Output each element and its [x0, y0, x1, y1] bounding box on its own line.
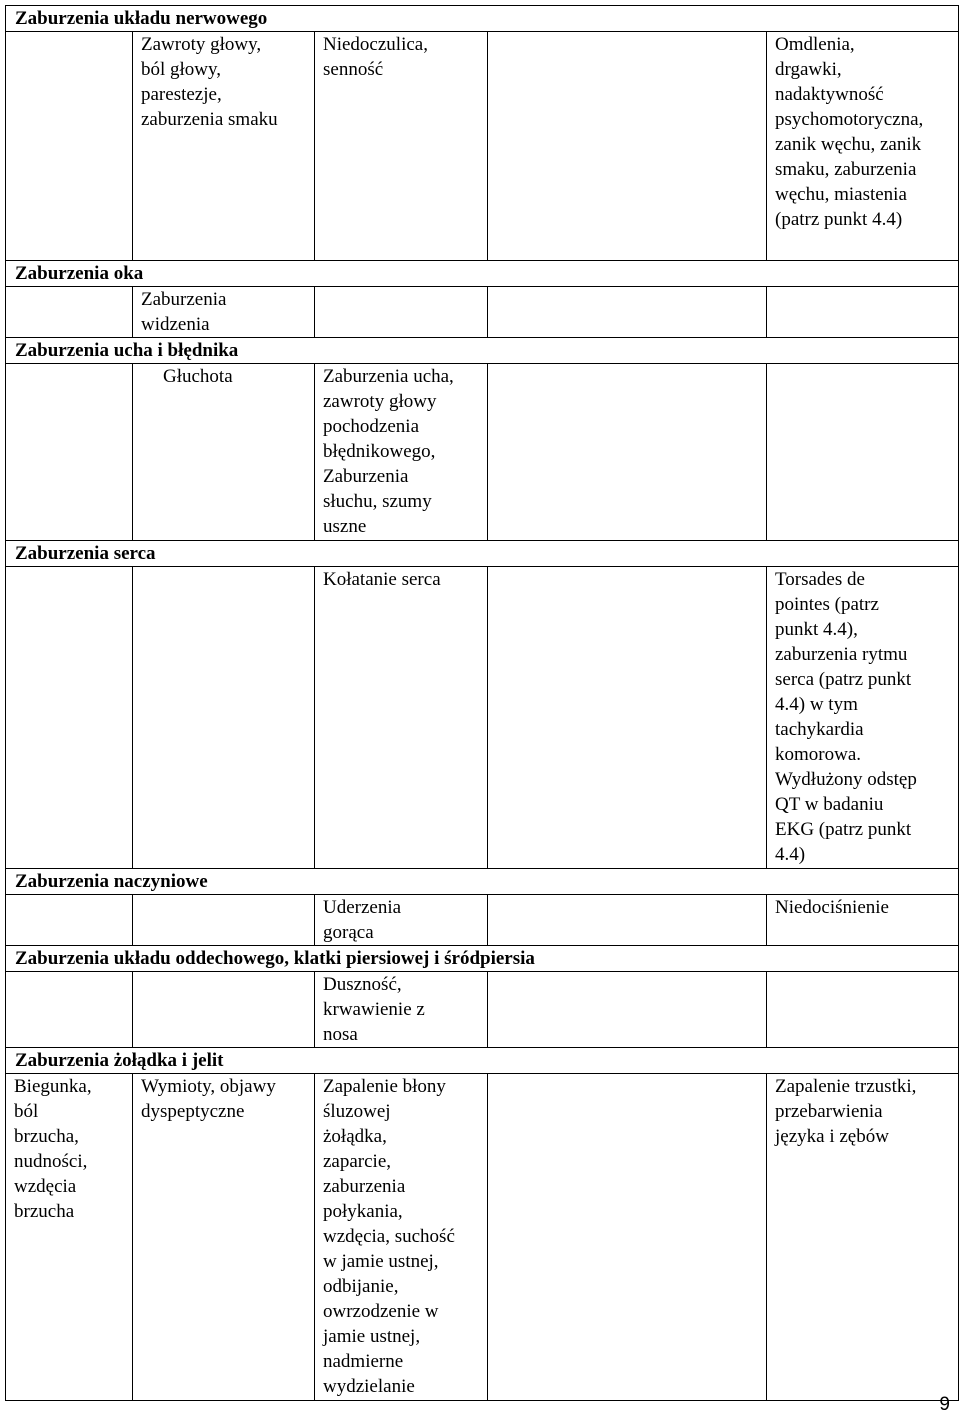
table-cell: [488, 32, 767, 261]
section-header-row: [6, 261, 959, 287]
table-cell: [6, 972, 133, 1048]
cell-text: Torsades de pointes (patrz punkt 4.4), zaburzenia rytmu serca (patrz punkt 4.4) w tym tachykardia komorowa. Wydłużony odstęp QT w badaniu EKG (patrz punkt 4.4): [775, 569, 917, 865]
section-header-row: [6, 1048, 959, 1074]
section-header-row: [6, 946, 959, 972]
table-cell: [488, 1074, 767, 1401]
cell-text: Duszność, krwawienie z nosa: [323, 974, 425, 1045]
section-header-label: Zaburzenia żołądka i jelit: [15, 1050, 224, 1071]
table-cell: [133, 895, 315, 946]
table-cell: [133, 287, 315, 338]
table-cell: [767, 1074, 959, 1401]
table-cell: [488, 895, 767, 946]
table-cell: [6, 895, 133, 946]
table-cell: [315, 895, 488, 946]
table-cell: [315, 972, 488, 1048]
table-cell: [767, 287, 959, 338]
section-header-label: Zaburzenia serca: [15, 543, 156, 564]
cell-text: Głuchota: [163, 366, 233, 387]
table-cell: [767, 32, 959, 261]
cell-text: Uderzenia gorąca: [323, 897, 402, 943]
cell-text: Zapalenie trzustki, przebarwienia języka i zębów: [775, 1076, 917, 1147]
table-row: [6, 972, 959, 1048]
table-cell: [133, 972, 315, 1048]
table-row: [6, 32, 959, 261]
section-header-row: [6, 541, 959, 567]
section-header-label: Zaburzenia układu oddechowego, klatki piersiowej i śródpiersia: [15, 948, 535, 969]
table-cell: [767, 364, 959, 541]
table-cell: [767, 972, 959, 1048]
table-cell: [488, 287, 767, 338]
section-header-respiratory: [6, 946, 959, 972]
table-row: [6, 287, 959, 338]
section-header-gastrointestinal: [6, 1048, 959, 1074]
table-cell: [767, 895, 959, 946]
table-cell: [6, 1074, 133, 1401]
section-header-ear: [6, 338, 959, 364]
table-row: [6, 567, 959, 869]
section-header-label: Zaburzenia oka: [15, 263, 144, 284]
table-row: [6, 364, 959, 541]
table-cell: [6, 32, 133, 261]
table-cell: [315, 567, 488, 869]
table-cell: [133, 567, 315, 869]
section-header-label: Zaburzenia układu nerwowego: [15, 8, 268, 29]
table-cell: [315, 287, 488, 338]
section-header-eye: [6, 261, 959, 287]
cell-text: Zawroty głowy, ból głowy, parestezje, zaburzenia smaku: [141, 34, 278, 130]
cell-text: Omdlenia, drgawki, nadaktywność psychomotoryczna, zanik węchu, zanik smaku, zaburzenia węchu, miastenia (patrz punkt 4.4): [775, 34, 924, 230]
table-row: [6, 1074, 959, 1401]
section-header-row: [6, 338, 959, 364]
table-cell: [488, 364, 767, 541]
cell-text: Wymioty, objawy dyspeptyczne: [141, 1076, 276, 1122]
section-header-row: [6, 869, 959, 895]
table-cell: [315, 1074, 488, 1401]
page-number: 9: [939, 1394, 950, 1415]
cell-text: Niedoczulica, senność: [323, 34, 428, 80]
cell-text: Biegunka, ból brzucha, nudności, wzdęcia brzucha: [14, 1076, 92, 1222]
cell-text: Zapalenie błony śluzowej żołądka, zaparcie, zaburzenia połykania, wzdęcia, suchość w jamie ustnej, odbijanie, owrzodzenie w jamie ustnej, nadmierne wydzielanie: [323, 1076, 455, 1397]
table-cell: [6, 567, 133, 869]
table-cell: [6, 287, 133, 338]
section-header-label: Zaburzenia naczyniowe: [15, 871, 208, 892]
table-cell: [133, 32, 315, 261]
cell-text: Niedociśnienie: [775, 897, 889, 918]
table-cell: [6, 364, 133, 541]
table-cell: [133, 1074, 315, 1401]
section-header-nervous-system: [6, 6, 959, 32]
table-cell: [315, 364, 488, 541]
cell-text: Zaburzenia widzenia: [141, 289, 227, 335]
table-cell: [133, 364, 315, 541]
section-header-row: [6, 6, 959, 32]
table-cell: [767, 567, 959, 869]
table-cell: [488, 972, 767, 1048]
table-row: [6, 895, 959, 946]
cell-text: Zaburzenia ucha, zawroty głowy pochodzenia błędnikowego, Zaburzenia słuchu, szumy uszne: [323, 366, 454, 537]
table-cell: [488, 567, 767, 869]
table-cell: [315, 32, 488, 261]
section-header-heart: [6, 541, 959, 567]
cell-text: Kołatanie serca: [323, 569, 441, 590]
section-header-vascular: [6, 869, 959, 895]
adverse-reactions-table: [5, 5, 959, 1401]
section-header-label: Zaburzenia ucha i błędnika: [15, 340, 239, 361]
